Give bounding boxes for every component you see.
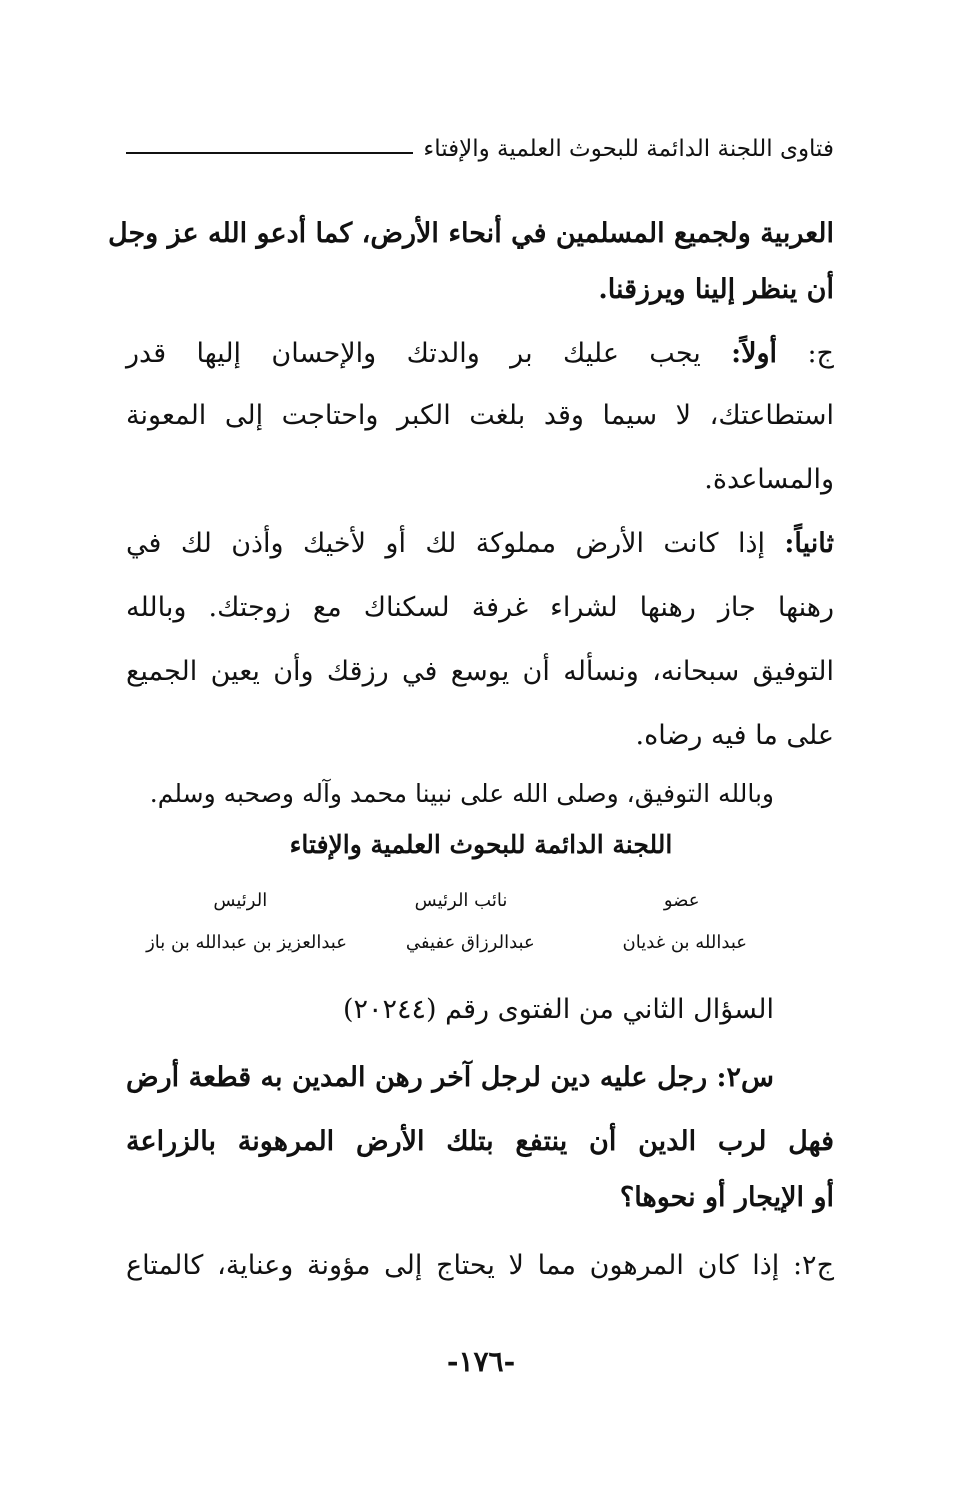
second-point-label: ثانياً: xyxy=(784,528,834,559)
signature-roles xyxy=(130,890,792,911)
intro-line: العربية ولجميع المسلمين في أنحاء الأرض، كما أدعو الله عز وجل xyxy=(108,218,834,249)
role-member: عضو xyxy=(663,890,700,911)
answer1-line xyxy=(126,524,834,564)
question2-line: س٢: رجل عليه دين لرجل آخر رهن المدين به قطعة أرض xyxy=(126,1062,774,1093)
answer1-line1-text: يجب عليك بر والدتك والإحسان إليها قدر xyxy=(126,338,701,369)
answer1-line: رهنها جاز رهنها لشراء غرفة لسكناك مع زوجتك. وبالله xyxy=(126,592,834,623)
answer1-line4-text: إذا كانت الأرض مملوكة لك أو لأخيك وأذن لك في xyxy=(126,528,765,559)
name-deputy: عبدالرزاق عفيفي xyxy=(405,932,535,953)
name-chairman: عبدالعزيز بن عبدالله بن باز xyxy=(146,932,347,953)
running-header xyxy=(126,136,834,162)
name-member: عبدالله بن غديان xyxy=(622,932,747,953)
answer1-line: التوفيق سبحانه، ونسأله أن يوسع في رزقك وأن يعين الجميع xyxy=(126,656,834,687)
role-deputy: نائب الرئيس xyxy=(414,890,508,911)
page-number: -١٧٦- xyxy=(446,1345,516,1378)
first-point-label: أولاً: xyxy=(731,338,778,369)
running-title: فتاوى اللجنة الدائمة للبحوث العلمية والإفتاء xyxy=(423,136,834,162)
answer1-label: ج: xyxy=(807,338,834,369)
answer2-line: ج٢: إذا كان المرهون مما لا يحتاج إلى مؤونة وعناية، كالمتاع xyxy=(126,1250,834,1281)
question2-line: فهل لرب الدين أن ينتفع بتلك الأرض المرهونة بالزراعة xyxy=(126,1126,834,1157)
role-chairman: الرئيس xyxy=(213,890,268,911)
closing-line: وبالله التوفيق، وصلى الله على نبينا محمد وآله وصحبه وسلم. xyxy=(149,779,774,808)
intro-line: أن ينظر إلينا ويرزقنا. xyxy=(598,274,834,305)
answer1-line: والمساعدة. xyxy=(704,464,834,495)
second-question-heading: السؤال الثاني من الفتوى رقم (٢٠٢٤٤) xyxy=(342,994,774,1025)
signature-names xyxy=(130,932,792,953)
committee-title: اللجنة الدائمة للبحوث العلمية والإفتاء xyxy=(289,830,673,859)
question2-line: أو الإيجار أو نحوها؟ xyxy=(619,1182,834,1213)
header-rule xyxy=(126,152,413,154)
answer1-line: استطاعتك، لا سيما وقد بلغت الكبر واحتاجت إلى المعونة xyxy=(126,400,834,431)
answer1-line xyxy=(126,334,834,374)
answer1-line: على ما فيه رضاه. xyxy=(635,720,834,751)
